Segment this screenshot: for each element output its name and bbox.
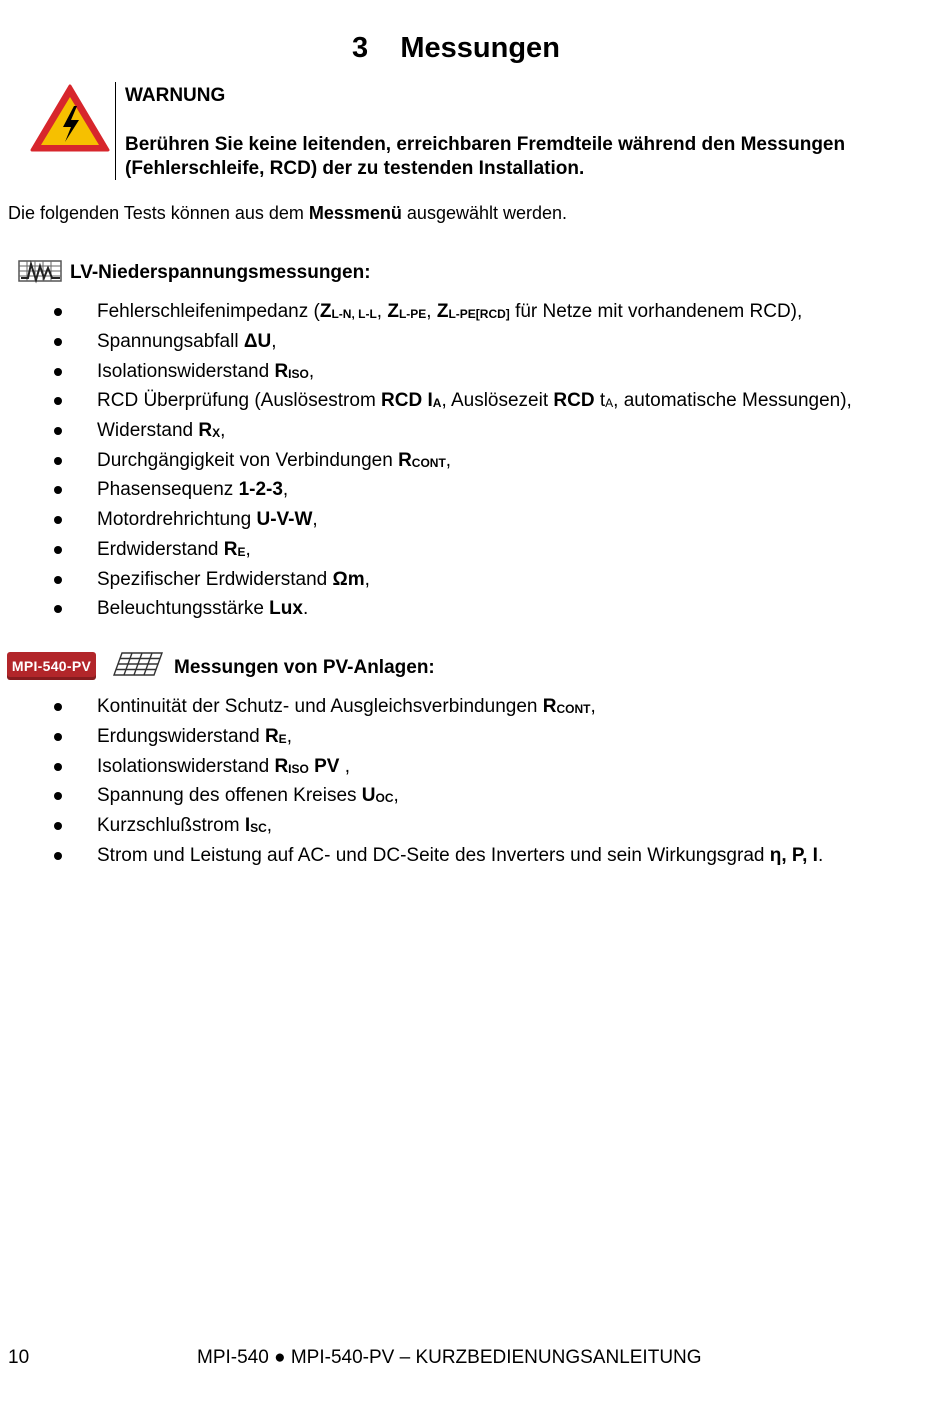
bullet bbox=[54, 516, 62, 524]
model-badge: MPI-540-PV bbox=[7, 652, 96, 680]
bullet bbox=[54, 427, 62, 435]
bullet bbox=[54, 852, 62, 860]
warning-text bbox=[125, 133, 845, 181]
intro-text-end: ausgewählt werden. bbox=[401, 203, 568, 223]
bullet bbox=[54, 486, 62, 494]
bullet bbox=[54, 576, 62, 584]
pv-section-title: Messungen von PV-Anlagen: bbox=[174, 657, 435, 678]
chapter-heading bbox=[352, 32, 560, 65]
warning-line-2: (Fehlerschleife, RCD) der zu testenden Installation. bbox=[125, 158, 585, 179]
bullet bbox=[54, 703, 62, 711]
bullet bbox=[54, 792, 62, 800]
page-number: 10 bbox=[8, 1347, 30, 1368]
bullet bbox=[54, 605, 62, 613]
bullet bbox=[54, 338, 62, 346]
bullet bbox=[54, 368, 62, 376]
warning-title: WARNUNG bbox=[125, 85, 226, 106]
solar-panel-icon bbox=[112, 650, 164, 678]
electric-shock-warning-icon bbox=[30, 84, 110, 152]
warning-divider bbox=[115, 82, 116, 180]
menu-name: Messmenü bbox=[308, 203, 402, 223]
bullet bbox=[54, 733, 62, 741]
bullet bbox=[54, 822, 62, 830]
bullet bbox=[54, 308, 62, 316]
bullet bbox=[54, 546, 62, 554]
chapter-number: 3 bbox=[352, 32, 369, 64]
intro-paragraph bbox=[8, 203, 567, 224]
warning-line-1: Berühren Sie keine leitenden, erreichbaren Fremdteile während den Messungen bbox=[125, 134, 846, 155]
intro-text: Die folgenden Tests können aus dem bbox=[8, 203, 309, 223]
lv-measurement-icon bbox=[18, 258, 62, 284]
footer-title: MPI-540 ● MPI-540-PV – KURZBEDIENUNGSANLEITUNG bbox=[197, 1347, 702, 1368]
bullet bbox=[54, 763, 62, 771]
bullet bbox=[54, 397, 62, 405]
chapter-title: Messungen bbox=[400, 32, 560, 64]
bullet bbox=[54, 457, 62, 465]
lv-section-title: LV-Niederspannungsmessungen: bbox=[70, 262, 371, 283]
